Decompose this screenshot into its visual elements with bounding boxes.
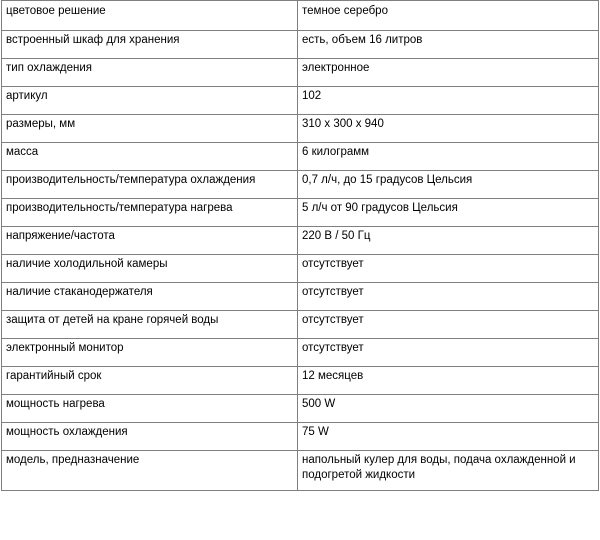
spec-value: отсутствует [298,311,599,339]
spec-name: цветовое решение [2,1,298,31]
table-row [2,59,599,87]
spec-value: отсутствует [298,339,599,367]
spec-value: напольный кулер для воды, подача охлажденной и подогретой жидкости [298,451,599,491]
spec-value: темное серебро [298,1,599,31]
table-row [2,395,599,423]
spec-value: 220 В / 50 Гц [298,227,599,255]
table-row [2,143,599,171]
table-row [2,199,599,227]
spec-name: наличие холодильной камеры [2,255,298,283]
table-row [2,31,599,59]
spec-name: производительность/температура нагрева [2,199,298,227]
table-row [2,423,599,451]
table-row [2,451,599,491]
spec-value: электронное [298,59,599,87]
spec-value: 102 [298,87,599,115]
spec-value: 6 килограмм [298,143,599,171]
spec-value: 310 х 300 х 940 [298,115,599,143]
table-row [2,115,599,143]
spec-name: гарантийный срок [2,367,298,395]
spec-value: отсутствует [298,255,599,283]
table-row [2,339,599,367]
spec-table [1,0,599,491]
spec-name: тип охлаждения [2,59,298,87]
spec-value: есть, объем 16 литров [298,31,599,59]
spec-name: артикул [2,87,298,115]
spec-name: мощность охлаждения [2,423,298,451]
spec-name: наличие стаканодержателя [2,283,298,311]
spec-value: 75 W [298,423,599,451]
spec-value: 0,7 л/ч, до 15 градусов Цельсия [298,171,599,199]
spec-value: 5 л/ч от 90 градусов Цельсия [298,199,599,227]
table-row [2,87,599,115]
table-row [2,367,599,395]
spec-name: встроенный шкаф для хранения [2,31,298,59]
spec-name: напряжение/частота [2,227,298,255]
table-row [2,283,599,311]
table-row [2,311,599,339]
spec-name: масса [2,143,298,171]
spec-value: отсутствует [298,283,599,311]
spec-name: мощность нагрева [2,395,298,423]
spec-name: модель, предназначение [2,451,298,491]
table-row [2,171,599,199]
spec-name: защита от детей на кране горячей воды [2,311,298,339]
spec-value: 500 W [298,395,599,423]
table-row [2,227,599,255]
spec-value: 12 месяцев [298,367,599,395]
table-row [2,255,599,283]
spec-name: производительность/температура охлаждения [2,171,298,199]
table-row [2,1,599,31]
spec-name: электронный монитор [2,339,298,367]
spec-name: размеры, мм [2,115,298,143]
